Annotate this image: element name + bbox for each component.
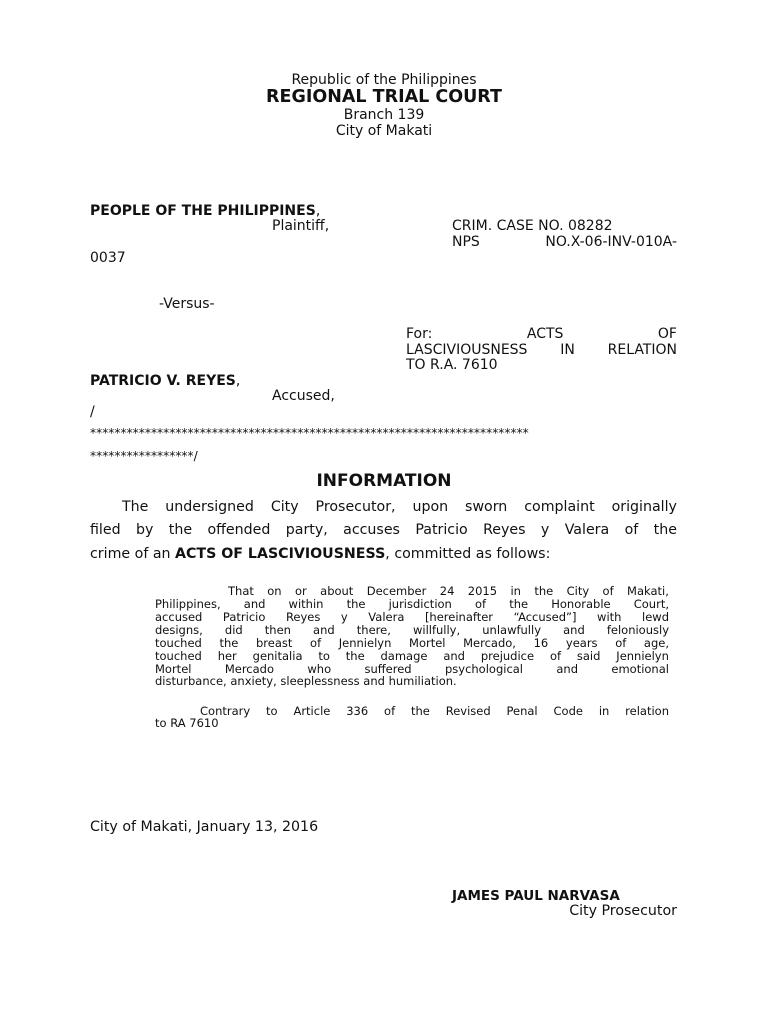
accused-role: Accused,: [272, 388, 335, 404]
text-word: the: [219, 636, 239, 650]
text-word: and: [313, 623, 335, 637]
text-word: Penal: [506, 704, 538, 718]
text-word: and: [556, 662, 579, 676]
text-word: y: [340, 610, 348, 624]
republic-heading: Republic of the Philippines: [291, 72, 477, 88]
text-word: Article: [293, 704, 331, 718]
branch-heading: Branch 139: [343, 107, 425, 123]
text-word: to: [266, 704, 278, 718]
text-word: prejudice: [480, 649, 535, 663]
offense-line-1: [406, 326, 677, 343]
text-word: relation: [625, 704, 669, 718]
city-heading: City of Makati: [335, 123, 433, 139]
body-line-8: disturbance, anxiety, sleeplessness and humiliation.: [155, 674, 457, 688]
text-word: originally: [611, 499, 677, 515]
text-word: Philippines,: [155, 597, 221, 611]
caption-slash: /: [90, 404, 95, 420]
text-word: designs,: [155, 623, 203, 637]
text-word: lewd: [642, 610, 669, 624]
text-word: For:: [406, 326, 433, 342]
text-word: “Accused”]: [513, 610, 577, 624]
text-word: of: [310, 636, 322, 650]
text-word: undersigned: [165, 499, 254, 515]
intro-line-3: [90, 546, 550, 562]
text-word: Jennielyn: [338, 636, 392, 650]
text-word: crime of an: [90, 546, 176, 562]
text-word: the: [509, 597, 529, 611]
text-word: The: [122, 499, 149, 515]
nps-number-continued: 0037: [90, 250, 126, 266]
text-word: OF: [657, 326, 677, 342]
text-word: willfully,: [412, 623, 461, 637]
text-word: touched: [155, 649, 202, 663]
text-word: suffered: [364, 662, 412, 676]
text-word: and: [563, 623, 585, 637]
text-word: ,: [235, 373, 241, 389]
text-word: December: [366, 584, 427, 598]
text-word: PATRICIO V. REYES: [90, 373, 236, 389]
text-word: ACTS OF LASCIVIOUSNESS: [175, 546, 386, 562]
text-word: within: [288, 597, 324, 611]
text-word: to: [318, 649, 330, 663]
text-word: Jennielyn: [616, 649, 669, 663]
text-word: City: [270, 499, 299, 515]
text-word: y: [540, 522, 550, 538]
body-line-3: [155, 610, 669, 624]
text-word: Reyes: [285, 610, 321, 624]
text-word: there,: [356, 623, 391, 637]
text-word: the: [410, 704, 430, 718]
text-word: PEOPLE OF THE PHILIPPINES: [90, 203, 316, 219]
text-word: with: [597, 610, 622, 624]
contrary-line-1: [200, 704, 669, 718]
text-word: or: [294, 584, 307, 598]
text-word: breast: [255, 636, 293, 650]
text-word: of: [615, 636, 627, 650]
text-word: her: [217, 649, 237, 663]
text-word: ,: [315, 203, 321, 219]
text-word: in: [510, 584, 521, 598]
text-word: and: [443, 649, 465, 663]
text-word: of: [602, 584, 614, 598]
text-word: of: [549, 649, 562, 663]
text-word: Revised: [445, 704, 491, 718]
text-word: touched: [155, 636, 202, 650]
text-word: Honorable: [551, 597, 611, 611]
signatory-title: City Prosecutor: [569, 903, 677, 919]
text-word: emotional: [611, 662, 669, 676]
text-word: sworn: [465, 499, 508, 515]
text-word: Prosecutor,: [315, 499, 396, 515]
text-word: Valera: [564, 522, 610, 538]
text-word: Patricio: [415, 522, 468, 538]
divider-stars-1: ************************************************************************: [90, 426, 529, 440]
text-word: [hereinafter: [424, 610, 494, 624]
text-word: the: [345, 649, 365, 663]
body-line-2: [155, 597, 669, 611]
text-word: jurisdiction: [388, 597, 452, 611]
text-word: accused: [155, 610, 203, 624]
nps-number: [452, 234, 677, 251]
case-number: CRIM. CASE NO. 08282: [452, 218, 613, 234]
text-word: NO.X-06-INV-010A-: [545, 234, 677, 250]
text-word: damage: [380, 649, 428, 663]
text-word: complaint: [524, 499, 595, 515]
text-word: genitalia: [252, 649, 303, 663]
text-word: , committed as follows:: [385, 546, 551, 562]
text-word: the: [653, 522, 677, 538]
court-heading: REGIONAL TRIAL COURT: [266, 87, 502, 107]
text-word: said: [576, 649, 601, 663]
text-word: Patricio: [222, 610, 266, 624]
text-word: unlawfully: [482, 623, 542, 637]
text-word: age,: [643, 636, 669, 650]
text-word: Code: [553, 704, 583, 718]
divider-stars-2: *****************/: [90, 449, 198, 463]
text-word: That: [228, 584, 254, 598]
versus-label: -Versus-: [159, 296, 215, 312]
text-word: about: [320, 584, 354, 598]
text-word: upon: [412, 499, 449, 515]
contrary-line-2: to RA 7610: [155, 716, 219, 730]
text-word: of: [624, 522, 639, 538]
text-word: in: [598, 704, 610, 718]
text-word: ACTS: [526, 326, 564, 342]
date-line: City of Makati, January 13, 2016: [90, 819, 319, 835]
text-word: feloniously: [606, 623, 669, 637]
accused-name: [90, 373, 240, 390]
text-word: of: [384, 704, 396, 718]
text-word: RELATION: [607, 342, 677, 358]
text-word: 336: [346, 704, 369, 718]
text-word: Court,: [633, 597, 669, 611]
intro-line-1: [122, 499, 677, 515]
text-word: who: [307, 662, 332, 676]
text-word: by: [136, 522, 154, 538]
text-word: City: [566, 584, 590, 598]
body-line-5: [155, 636, 669, 650]
text-word: Mortel: [155, 662, 192, 676]
text-word: psychological: [444, 662, 524, 676]
text-word: LASCIVIOUSNESS: [406, 342, 528, 358]
text-word: Mercado,: [463, 636, 516, 650]
text-word: years: [565, 636, 598, 650]
body-line-6: [155, 649, 669, 663]
text-word: filed: [90, 522, 121, 538]
text-word: the: [346, 597, 366, 611]
text-word: then: [264, 623, 291, 637]
body-line-1: [228, 584, 669, 598]
body-line-4: [155, 623, 669, 637]
text-word: Mortel: [409, 636, 446, 650]
text-word: Makati,: [627, 584, 669, 598]
text-word: 2015: [467, 584, 498, 598]
text-word: 16: [533, 636, 549, 650]
text-word: did: [224, 623, 243, 637]
text-word: offended: [207, 522, 271, 538]
text-word: party,: [285, 522, 328, 538]
text-word: accuses: [343, 522, 400, 538]
signatory-name: JAMES PAUL NARVASA: [452, 888, 620, 904]
text-word: IN: [560, 342, 575, 358]
text-word: Mercado: [224, 662, 275, 676]
text-word: and: [243, 597, 266, 611]
text-word: of: [474, 597, 487, 611]
text-word: Reyes: [483, 522, 526, 538]
intro-line-2: [90, 522, 677, 538]
plaintiff-role: Plaintiff,: [272, 218, 330, 234]
text-word: the: [534, 584, 554, 598]
text-word: on: [267, 584, 282, 598]
text-word: NPS: [452, 234, 480, 250]
text-word: Contrary: [200, 704, 251, 718]
text-word: Valera: [368, 610, 405, 624]
text-word: 24: [439, 584, 455, 598]
text-word: the: [168, 522, 193, 538]
offense-line-3: TO R.A. 7610: [406, 357, 498, 373]
document-title: INFORMATION: [316, 471, 452, 491]
